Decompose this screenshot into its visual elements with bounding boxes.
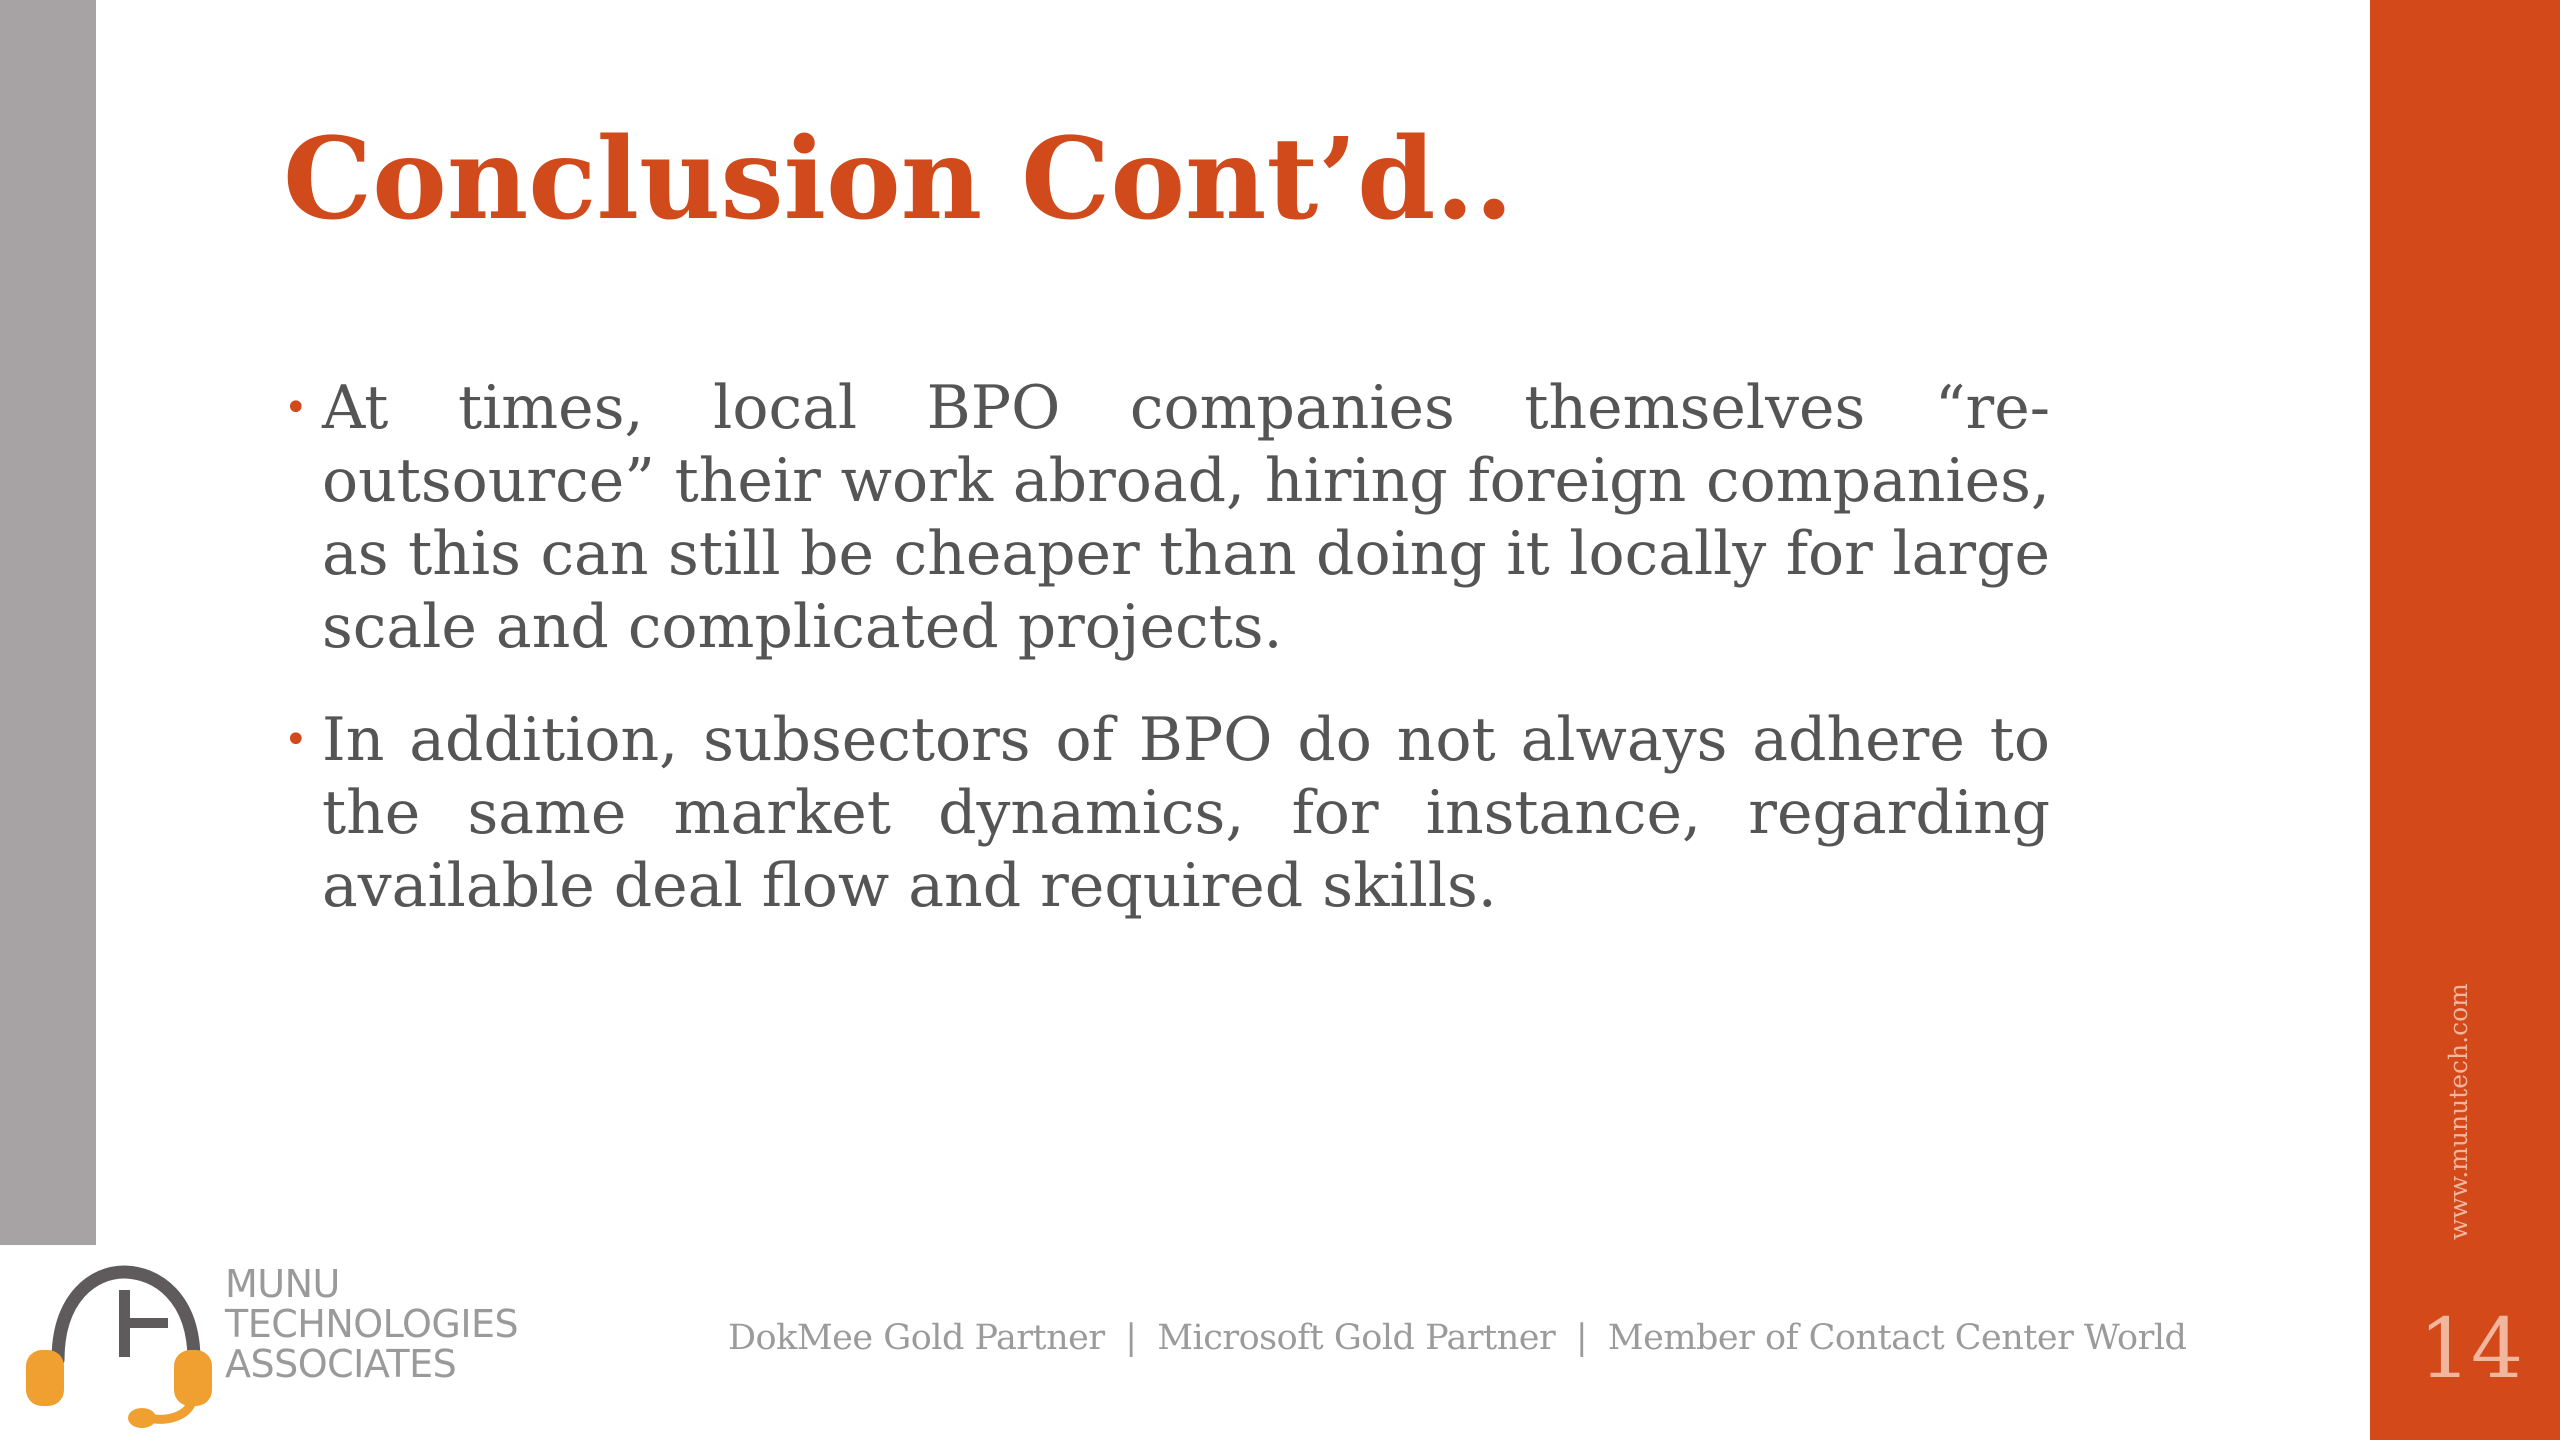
- logo-line: ASSOCIATES: [225, 1342, 457, 1386]
- bullet-text: At times, local BPO companies themselves “re-outsource” their work abroad, hiring foreign companies, as this can still be cheaper than doing it locally for large scale and complicated projects.: [322, 373, 2050, 662]
- headset-icon: [24, 1252, 214, 1430]
- left-accent-bar: [0, 0, 96, 1245]
- bullet-list: [280, 372, 2050, 963]
- bullet-text: In addition, subsectors of BPO do not always adhere to the same market dynamics, for instance, regarding available deal flow and required skills.: [322, 705, 2050, 921]
- website-url: www.munutech.com: [2444, 983, 2473, 1240]
- company-logo-text: [225, 1264, 518, 1384]
- partner-label: DokMee Gold Partner: [728, 1318, 1105, 1358]
- partner-label: Microsoft Gold Partner: [1157, 1318, 1556, 1358]
- bullet-item: [280, 704, 2050, 923]
- bullet-icon: •: [284, 717, 308, 763]
- logo-line: TECHNOLOGIES: [225, 1302, 519, 1346]
- partner-label: Member of Contact Center World: [1607, 1318, 2187, 1358]
- bullet-item: [280, 372, 2050, 664]
- footer-partners: [728, 1316, 2186, 1360]
- logo-line: MUNU: [225, 1262, 340, 1306]
- slide-title: Conclusion Cont’d..: [283, 114, 1514, 245]
- page-number: 14: [2418, 1302, 2524, 1397]
- bullet-icon: •: [284, 385, 308, 431]
- footer-separator: |: [1575, 1318, 1588, 1358]
- footer-separator: |: [1125, 1318, 1137, 1358]
